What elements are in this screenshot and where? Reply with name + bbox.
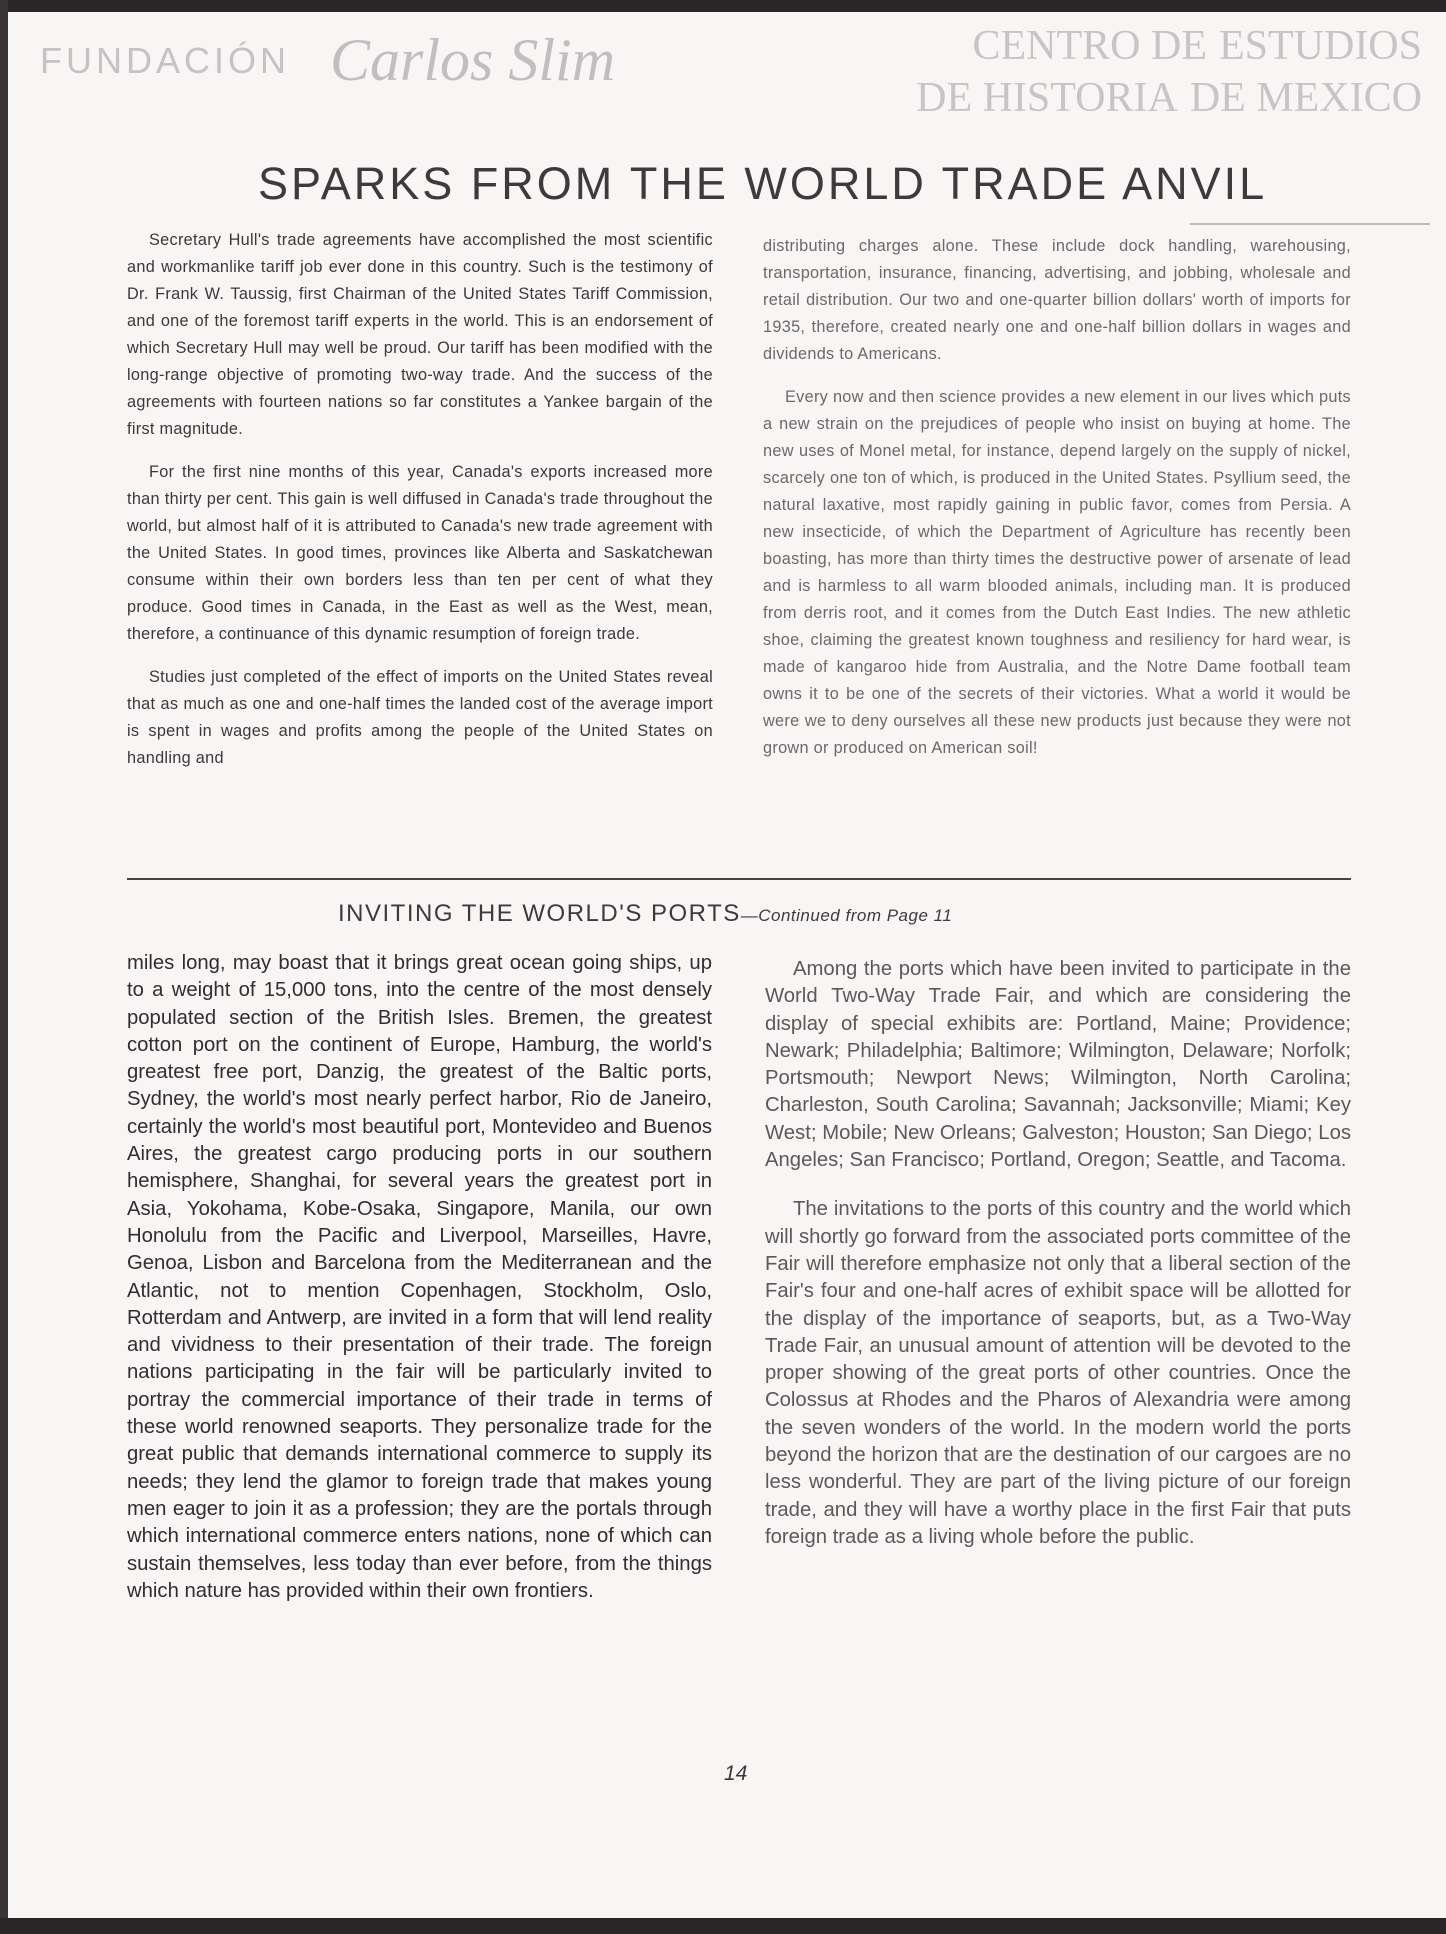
watermark-signature: Carlos Slim — [330, 27, 616, 93]
article2-heading — [338, 900, 952, 928]
article2-right-column — [765, 956, 1351, 1573]
scan-edge-top — [0, 0, 1446, 12]
watermark-line: CENTRO DE — [972, 23, 1207, 69]
article2-left-column — [127, 950, 712, 1621]
page-number: 14 — [724, 1762, 748, 1785]
watermark-row — [904, 72, 1422, 124]
paragraph: distributing charges alone. These include dock handling, warehousing, transportation, insurance, financing, advertising, and jobbing, wholesale and retail distribution. Our two and one-quarter billion dollars' worth of imports for 1935, therefore, created nearly one and one-half billion dollars in wages and dividends to Americans. — [763, 237, 1351, 363]
watermark-row — [904, 20, 1422, 72]
watermark-fundacion: FUNDACIÓN — [40, 40, 290, 81]
article2-title: INVITING THE WORLD'S PORTS — [338, 900, 741, 927]
watermark-rule — [1190, 223, 1430, 225]
paragraph: Secretary Hull's trade agreements have accomplished the most scientific and workmanlike tariff job ever done in this country. Such is the testimony of Dr. Frank W. Taussig, first Chairman of the United States Tariff Commission, and one of the foremost tariff experts in the world. This is an endorsement of which Secretary Hull may well be proud. Our tariff has been modified with the long-range objective of promoting two-way trade. And the success of the agreements with fourteen nations so far constitutes a Yankee bargain of the first magnitude. — [127, 231, 713, 438]
paragraph: Among the ports which have been invited to participate in the World Two-Way Trade Fair, and which are considering the display of special exhibits are: Portland, Maine; Providence; Newark; Philadelphia; Baltimore; Wilmington, Delaware; Norfolk; Portsmouth; Newport News; Wilmington, North Carolina; Charleston, South Carolina; Savannah; Jacksonville; Miami; Key West; Mobile; New Orleans; Galveston; Houston; San Diego; Los Angeles; San Francisco; Portland, Oregon; Seattle, and Tacoma. — [765, 958, 1351, 1172]
watermark-line: ESTUDIOS — [1218, 23, 1422, 69]
article1-right-column — [763, 233, 1351, 778]
watermark-line: DE MEXICO — [1189, 75, 1422, 121]
paragraph: Studies just completed of the effect of imports on the United States reveal that as much as one and one-half times the landed cost of the average import is spent in wages and profits among the people of the United States on handling and — [127, 668, 713, 767]
paragraph: Every now and then science provides a new element in our lives which puts a new strain on the prejudices of people who insist on buying at home. The new uses of Monel metal, for instance, depend largely on the supply of nickel, scarcely one ton of which, is produced in the United States. Psyllium seed, the natural laxative, most rapidly gaining in public favor, comes from Persia. A new insecticide, of which the Department of Agriculture has recently been boasting, has more than thirty times the destructive power of arsenate of lead and is harmless to all warm blooded animals, including man. It is produced from derris root, and it comes from the Dutch East Indies. The new athletic shoe, claiming the greatest known toughness and resiliency for hard wear, is made of kangaroo hide from Australia, and the Notre Dame football team owns it to be one of the secrets of their victories. What a world it would be were we to deny ourselves all these new products just because they were not grown or produced on American soil! — [763, 388, 1351, 757]
paragraph: The invitations to the ports of this country and the world which will shortly go forward from the associated ports committee of the Fair will therefore emphasize not only that a liberal section of the Fair's four and one-half acres of exhibit space will be allotted for the display of the importance of seaports, but, as a Two-Way Trade Fair, an unusual amount of attention will be devoted to the proper showing of the great ports of other countries. Once the Colossus at Rhodes and the Pharos of Alexandria were among the seven wonders of the world. In the modern world the ports beyond the horizon that are the destination of our cargoes are no less wonderful. They are part of the living picture of our foreign trade, and they will have a worthy place in the first Fair that puts foreign trade as a living whole before the public. — [765, 1198, 1351, 1548]
scan-edge-bottom — [0, 1918, 1446, 1934]
watermark-line: DE HISTORIA — [916, 75, 1178, 121]
article-title: SPARKS FROM THE WORLD TRADE ANVIL — [258, 158, 1268, 209]
scan-edge-left — [0, 0, 8, 1934]
section-divider — [127, 878, 1351, 880]
paragraph: miles long, may boast that it brings great ocean going ships, up to a weight of 15,000 tons, into the centre of the most densely populated section of the British Isles. Bremen, the greatest cotton port on the continent of Europe, Hamburg, the world's greatest free port, Danzig, the greatest of the Baltic ports, Sydney, the world's most nearly perfect harbor, Rio de Janeiro, certainly the world's most beautiful port, Montevideo and Buenos Aires, the greatest cargo producing ports in our southern hemisphere, Shanghai, for several years the greatest port in Asia, Yokohama, Kobe-Osaka, Singapore, Manila, our own Honolulu from the Pacific and Liverpool, Marseilles, Havre, Genoa, Lisbon and Barcelona from the Mediterranean and the Atlantic, not to mention Copenhagen, Stockholm, Oslo, Rotterdam and Antwerp, are invited in a form that will lend reality and vividness to their presentation of their trade. The foreign nations participating in the fair will be particularly invited to portray the commercial importance of their trade in terms of these world renowned seaports. They personalize trade for the great public that demands international commerce to supply its needs; they lend the glamor to foreign trade that makes young men eager to join it as a profession; they are the portals through which international commerce enters nations, none of which can sustain themselves, less today than ever before, from the things which nature has provided within their own frontiers. — [127, 952, 712, 1602]
continued-note: —Continued from Page 11 — [740, 906, 953, 925]
watermark — [904, 20, 1422, 124]
article1-left-column — [127, 227, 713, 788]
paragraph: For the first nine months of this year, Canada's exports increased more than thirty per cent. This gain is well diffused in Canada's trade throughout the world, but almost half of it is attributed to Canada's new trade agreement with the United States. In good times, provinces like Alberta and Saskatchewan consume within their own borders less than ten per cent of what they produce. Good times in Canada, in the East as well as the West, mean, therefore, a continuance of this dynamic resumption of foreign trade. — [127, 463, 713, 643]
